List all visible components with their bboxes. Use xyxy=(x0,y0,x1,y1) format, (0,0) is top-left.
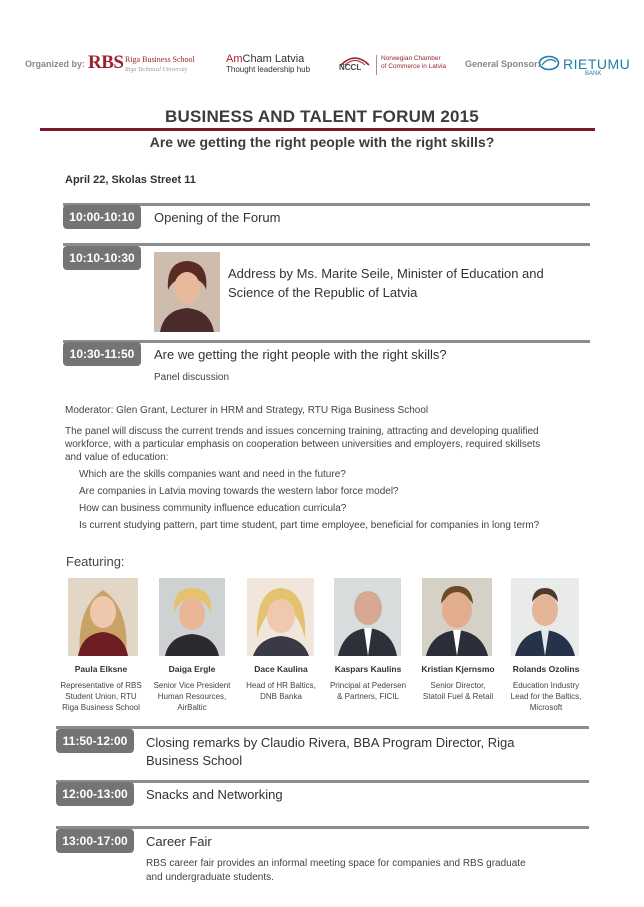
panelist-photo xyxy=(511,578,579,656)
session-title-line2: Business School xyxy=(146,753,243,768)
time-badge: 10:30-11:50 xyxy=(63,342,141,366)
panel-question: How can business community influence education curricula? xyxy=(79,503,347,514)
panelist-role-line: Statoil Fuel & Retail xyxy=(422,692,494,701)
session-divider xyxy=(63,243,590,246)
amcham-logo xyxy=(226,53,310,74)
panelist-role-line: Human Resources, xyxy=(157,692,227,701)
amcham-tagline: Thought leadership hub xyxy=(226,65,311,74)
amcham-rest: Cham Latvia xyxy=(242,53,305,65)
session-title-line1: Closing remarks by Claudio Rivera, BBA Program Director, Riga xyxy=(146,735,515,750)
panel-question: Which are the skills companies want and need in the future? xyxy=(79,469,346,480)
panelist-name: Paula Elksne xyxy=(74,664,128,674)
featuring-label: Featuring: xyxy=(66,554,125,569)
session-note-line1: RBS career fair provides an informal meeting space for companies and RBS graduate xyxy=(146,858,526,869)
panelist-role-line: Student Union, RTU xyxy=(65,692,137,701)
nccl-name-line1: Norwegian Chamber xyxy=(381,55,441,62)
panelist-role-line: Riga Business School xyxy=(62,703,140,712)
organized-by-label: Organized by: xyxy=(25,59,86,69)
session-divider xyxy=(56,826,589,829)
session-note-line2: and undergraduate students. xyxy=(146,872,274,883)
panel-description-line1: The panel will discuss the current trends and issues concerning training, attracting and developing qualified xyxy=(65,426,539,437)
panelist-photo xyxy=(334,578,401,656)
session-divider xyxy=(63,340,590,343)
nccl-name xyxy=(381,55,446,71)
page-title: BUSINESS AND TALENT FORUM 2015 xyxy=(165,107,479,126)
event-date: April 22, Skolas Street 11 xyxy=(65,174,196,186)
panelist-role-line: Head of HR Baltics, xyxy=(246,681,316,690)
panelist-role-line: Representative of RBS xyxy=(60,681,142,690)
time-badge: 13:00-17:00 xyxy=(56,829,134,853)
rietumu-logo-icon xyxy=(538,54,560,72)
panelist-role-line: Senior Vice President xyxy=(153,681,231,690)
session-title: Career Fair xyxy=(146,834,212,849)
panelist-role xyxy=(413,680,503,702)
nccl-name-line2: of Commerce in Latvia xyxy=(381,63,447,70)
time-badge: 11:50-12:00 xyxy=(56,729,134,753)
rbs-sub-text: Riga Technical University xyxy=(125,67,188,73)
panel-questions xyxy=(79,466,539,534)
panelist-role xyxy=(147,680,237,713)
nccl-abbr: NCCL xyxy=(339,63,362,72)
nccl-divider xyxy=(376,55,377,75)
session-title: Snacks and Networking xyxy=(146,787,283,802)
panelist-role xyxy=(501,680,591,713)
rbs-logo-name xyxy=(125,55,195,75)
panelist-photo xyxy=(159,578,225,656)
session-title-line1: Address by Ms. Marite Seile, Minister of Education and xyxy=(228,266,544,281)
panelist-role-line: & Partners, FICIL xyxy=(337,692,399,701)
panelist-name: Daiga Ergle xyxy=(168,664,216,674)
panel-question: Is current studying pattern, part time student, part time employee, beneficial for companies in long term? xyxy=(79,520,540,531)
session-title: Opening of the Forum xyxy=(154,210,281,225)
panelist-role-line: DNB Banka xyxy=(260,692,302,701)
speaker-photo xyxy=(154,252,220,332)
panelist-name: Kristian Kjernsmo xyxy=(421,664,495,674)
session-divider xyxy=(63,203,590,206)
panelist-name: Dace Kaulina xyxy=(254,664,308,674)
panelist-role-line: AirBaltic xyxy=(177,703,207,712)
session-title-line2: Science of the Republic of Latvia xyxy=(228,285,418,300)
panelist-role-line: Senior Director, xyxy=(430,681,486,690)
panel-description-line2: workforce, with a particular emphasis on cooperation between universities and employers, required skillsets xyxy=(65,439,541,450)
session-divider xyxy=(56,780,589,783)
rietumu-bank: BANK xyxy=(585,71,602,77)
session-divider xyxy=(56,726,589,729)
panelist-role xyxy=(236,680,326,702)
session-title: Are we getting the right people with the right skills? xyxy=(154,347,447,362)
panelist-role-line: Education Industry xyxy=(512,681,580,690)
panelist-role xyxy=(323,680,413,702)
rbs-logo-mark: RBS xyxy=(88,52,124,73)
panelist-role-line: Lead for the Baltics, xyxy=(510,692,582,701)
page-subtitle: Are we getting the right people with the right skills? xyxy=(149,134,495,150)
time-badge: 10:00-10:10 xyxy=(63,205,141,229)
panelist-role-line: Principal at Pedersen xyxy=(329,681,407,690)
panelist-photo xyxy=(68,578,138,656)
panel-description-line3: and value of education: xyxy=(65,452,169,463)
time-badge: 12:00-13:00 xyxy=(56,782,134,806)
rietumu-name: RIETUMU xyxy=(563,56,631,72)
panelist-name: Rolands Ozolins xyxy=(512,664,580,674)
session-note: Panel discussion xyxy=(154,372,230,383)
panelist-photo xyxy=(422,578,492,656)
panel-question: Are companies in Latvia moving towards the western labor force model? xyxy=(79,486,399,497)
amcham-am: Am xyxy=(226,53,243,65)
title-underline xyxy=(40,128,595,131)
rbs-name-text: Riga Business School xyxy=(125,55,195,64)
panelist-name: Kaspars Kaulins xyxy=(334,664,402,674)
time-badge: 10:10-10:30 xyxy=(63,246,141,270)
panelist-role xyxy=(56,680,146,713)
panelist-photo xyxy=(247,578,314,656)
sponsor-bar xyxy=(0,50,644,80)
panelist-role-line: Microsoft xyxy=(529,703,563,712)
moderator: Moderator: Glen Grant, Lecturer in HRM and Strategy, RTU Riga Business School xyxy=(65,405,429,416)
general-sponsor-label: General Sponsor: xyxy=(465,59,541,69)
